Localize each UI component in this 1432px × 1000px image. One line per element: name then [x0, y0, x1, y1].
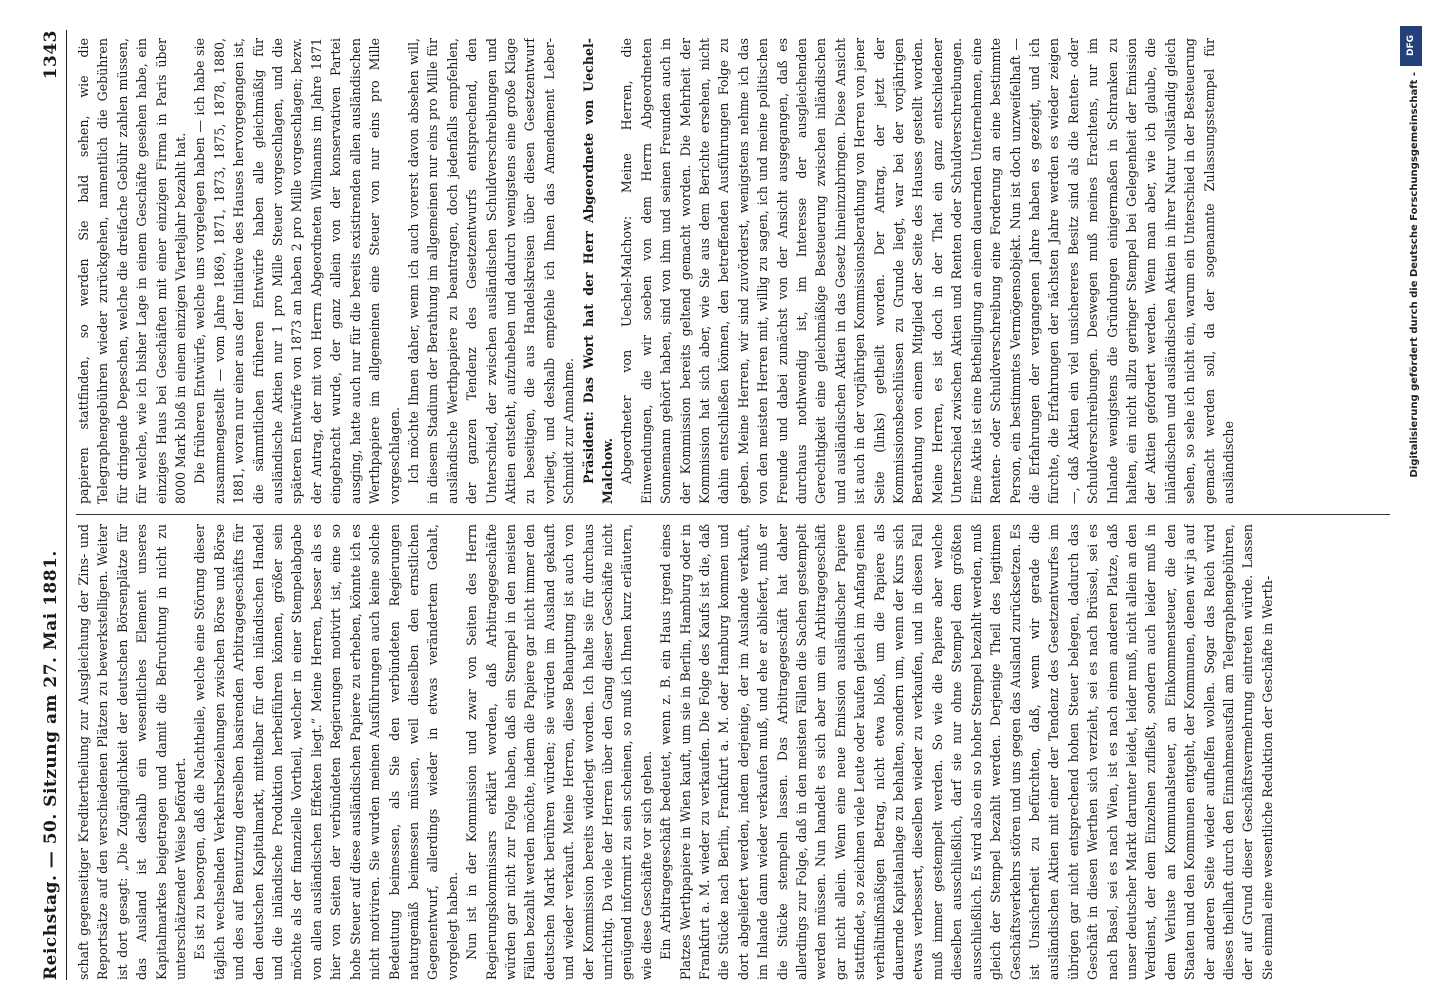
page-number: 1343 [41, 30, 61, 80]
paragraph: papieren stattfinden, so werden Sie bald sehen, wie die Telegraphengebühren wieder zurückgehen, namentlich die Gebühren für dringende Depeschen, welche die dreifache Gebühr zahlen müssen, für welche, wie ich bisher Lage in einem Geschäfte gesehen habe, ein einziges Haus bei Geschäften mit einer einzigen Firma in Paris über 8000 Mark bloß in einem einzigen Vierteljahr bezahlt hat. [76, 38, 189, 504]
sidebar-credit: Digitalisierung gefördert durch die Deutsche Forschungsgemeinschaft - [1409, 72, 1420, 478]
page-header [38, 30, 64, 980]
speaker-paragraph: Präsident: Das Wort hat der Herr Abgeordnete von Uechel-Malchow. [580, 38, 615, 504]
paragraph: schaft gegenseitiger Kreditertheilung zur Ausgleichung der Zins- und Reportsätze auf den verschiedenen Plätzen zu bewerkstelligen. Weiter ist dort gesagt: „Die Zugänglichkeit der deutschen Börsenplätze für das Ausland ist deshalb ein wesentliches Element unseres Kapitalmarktes beigetragen und damit die Befruchtung in nicht zu unterschätzender Weise befördert. [76, 524, 189, 980]
paragraph: Ein Arbitragegeschäft bedeutet, wenn z. B. ein Haus irgend eines Platzes Werthpapiere in Wien kauft, um sie in Berlin, Hamburg oder in Frankfurt a. M. wieder zu verkaufen. Die Folge des Kaufs ist die, daß die Stücke nach Berlin, Frankfurt a. M. oder Hamburg kommen und dort abgeliefert werden, indem derjenige, der im Auslande verkauft, im Inlande dann wieder verkaufen muß, und ehe er abliefert, muß er die Stücke stempeln lassen. Das Arbitragegeschäft hat daher allerdings zur Folge, daß in den meisten Fällen die Sachen gestempelt werden müssen. Nun handelt es sich aber um ein Arbitragegeschäft gar nicht allein. Wenn eine neue Emission ausländischer Papiere stattfindet, so zeichnen viele Leute oder kaufen gleich im Anfang einen verhältnißmäßigen Betrag, nicht etwa bloß, um die Papiere als dauernde Kapitalanlage zu behalten, sondern um, wenn der Kurs sich etwas verbessert, dieselben wieder zu verkaufen, und in diesen Fall muß immer gestempelt werden. So wie die Papiere aber welche dieselben ausschließlich, darf sie nur ohne Stempel dem größten ausschließlich. Es wird also ein so hoher Stempel bezahlt werden, muß gleich der Stempel bezahlt werden. Derjenige Theil des legitimen Geschäftsverkehrs stören und uns gegen das Ausland zurücksetzen. Es ist Unsicherheit zu befürchten, daß, wenn wir gerade die ausländischen Aktien mit einer der Tendenz des Gesetzentwurfes im übrigen gar nicht entsprechend hohen Steuer belegen, dadurch das Geschäft in diesen Werthen sich verzieht, sei es nach Brüssel, sei es nach Basel, sei es nach Wien, ist es nach einem anderen Platze, daß unser deutscher Markt darunter leidet, leider muß, nicht allein an den Verdienst, der dem Einzelnen zufließt, sondern auch leider muß in dem Verluste an Kommunalsteuer, an Einkommensteuer, die den Staaten und den Kommunen entgeht, der Kommunen, denen wir ja auf der anderen Seite wieder aufhelfen wollen. Sogar das Reich wird dieses theilhaft durch den Einnahmeausfall am Telegraphengebühren, der auf Grund dieser Geschäftsvermehrung eintreten würde. Lassen Sie einmal eine wesentliche Reduktion der Geschäfte in Werth- [658, 524, 1275, 980]
paragraph: Die früheren Entwürfe, welche uns vorgelegen haben — ich habe sie zusammengestellt — vom Jahre 1869, 1871, 1873, 1875, 1878, 1880, 1881, woran nur einer aus der Initiative des Hauses hervorgegangen ist, die sämmtlichen früheren Entwürfe haben alle gleichmäßig für ausländische Aktien nur 1 pro Mille Steuer vorgeschlagen, und die späteren Entwürfe von 1873 an haben 2 pro Mille vorgeschlagen; bezw. der Antrag, der mit von Herrn Abgeordneten Wilmanns im Jahre 1871 eingebracht wurde, der ganz allein von der konservativen Partei ausging, hatte auch nur für die bereits existirenden allen ausländischen Werthpapiere im allgemeinen eine Steuer von nur eins pro Mille vorgeschlagen. [192, 38, 402, 504]
header-title: Reichstag. — 50. Sitzung am 27. Mai 1881. [41, 550, 61, 980]
dfg-logo: DFG [1400, 26, 1422, 66]
column-divider [76, 514, 1390, 515]
text-column-right [74, 38, 1392, 504]
header-rule [66, 30, 67, 980]
paragraph: Es ist zu besorgen, daß die Nachtheile, welche eine Störung dieser täglich wechselnden Verkehrsbeziehungen zwischen Börse und Börse und des auf Benutzung derselben basirenden Arbitragegeschäfts für den deutschen Kapitalmarkt, mittelbar für den inländischen Handel und die inländische Produktion herbeiführen können, größer sein möchte als der finanzielle Vortheil, welcher in einer Stempelabgabe von allen ausländischen Effekten liegt.“ Meine Herren, besser als es hier von Seiten der verbündeten Regierungen motivirt ist, eine so hohe Steuer auf diese ausländischen Papiere zu erheben, könnte ich es nicht motiviren. Sie wurden meinen Ausführungen auch keine solche Bedeutung beimessen, als Sie den verbündeten Regierungen naturgemäß beimessen müssen, weil dieselben den ernstlichen Gegenentwurf, allerdings wieder in etwas verändertem Gehalt, vorgelegt haben. [192, 524, 460, 980]
speaker-paragraph: Abgeordneter von Uechel-Malchow: Meine Herren, die Einwendungen, die wir soeben von dem Herrn Abgeordneten Sonnemann gehört haben, sind von ihm und seinen Freunden auch in der Kommission bereits geltend gemacht worden. Die Mehrheit der Kommission hat sich aber, wie Sie aus dem Berichte ersehen, nicht dahin entschließen können, den betreffenden Ausführungen Folge zu geben. Meine Herren, wir sind zuvörderst, wenigstens nehme ich das von den meisten Herren mit, willig zu sagen, ich und meine politischen Freunde und dabei zunächst von der Ansicht ausgegangen, daß es durchaus nothwendig ist, im Interesse der ausgleichenden Gerechtigkeit eine gleichmäßige Besteuerung zwischen inländischen und ausländischen Aktien in das Gesetz hineinzubringen. Diese Ansicht ist auch in der vorjährigen Kommissionsberathung von Herren von jener Seite (links) getheilt worden. Der Antrag, der jetzt der Kommissionsbeschlüssen zu Grunde liegt, war bei der vorjährigen Berathung von einem Mitglied der Seite des Hauses gestellt worden. Meine Herren, es ist doch in der That ein ganz entschiedener Unterschied zwischen Aktien und Renten oder Schuldverschreibungen. Eine Aktie ist eine Betheiligung an einem dauernden Unternehmen, eine Renten- oder Schuldverschreibung eine Forderung an eine bestimmte Person, ein bestimmtes Vermögensobjekt. Nun ist doch unzweifelhaft — die Erfahrungen der vergangenen Jahre haben es gezeigt, und ich fürchte, die Erfahrungen der nächsten Jahre werden es wieder zeigen —, daß Aktien ein viel unsichereres Besitz sind als die Renten- oder Schuldverschreibungen. Deswegen muß meines Erachtens, nur im Inlande wenigstens die Gründungen einigermaßen in Schranken zu halten, ein nicht allzu geringer Stempel bei Gelegenheit der Emission der Aktien gefordert werden. Wenn man aber, wie ich glaube, die inländischen und ausländischen Aktien in ihrer Natur vollständig gleich sehen, so sehe ich nicht ein, warum ein Unterschied in der Besteuerung gemacht werden soll, da der sogenannte Zulassungsstempel für ausländische [619, 38, 1236, 504]
paragraph: Nun ist in der Kommission und zwar von Seiten des Herrn Regierungskommissars erklärt worden, daß Arbitragegeschäfte würden gar nicht zur Folge haben, daß ein Stempel in den meisten Fällen bezahlt werden möchte, indem die Papiere gar nicht immer den deutschen Markt berühren würden; sie würden im Ausland gekauft und wieder verkauft. Meine Herren, diese Behauptung ist auch von der Kommission bereits widerlegt worden. Ich halte sie für durchaus unrichtig. Da viele der Herren über den Gang dieser Geschäfte nicht genügend informirt zu sein scheinen, so muß ich Ihnen kurz erläutern, wie diese Geschäfte vor sich gehen. [464, 524, 654, 980]
text-column-left [74, 524, 1392, 980]
paragraph: Ich möchte Ihnen daher, wenn ich auch vorerst davon absehen will, in diesem Stadium der Berathung im allgemeinen nur eins pro Mille für ausländische Werthpapiere zu beantragen, doch jedenfalls empfehlen, der ganzen Tendenz des Gesetzentwurfs entsprechend, den Unterschied, der zwischen ausländischen Schuldverschreibungen und Aktien entsteht, aufzuheben und dadurch wenigstens eine große Klage zu beseitigen, die aus Handelskreisen über diesen Gesetzentwurf vorliegt, und deshalb empfehle ich Ihnen das Amendement Leber-Schmidt zur Annahme. [405, 38, 577, 504]
dfg-sidebar [1402, 20, 1428, 478]
